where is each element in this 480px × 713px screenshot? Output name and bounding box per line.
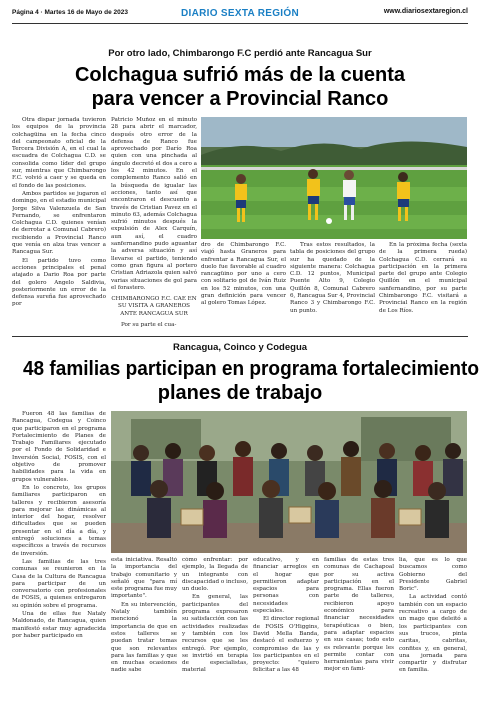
article2-paragraph: cómo enfrentar: por ejemplo, la llegada de un integrante con discapacidad o incluso, un duelo. [182,557,248,593]
article1-subhead: CHIMBARONGO F.C. CAE EN SU VISITA A GRANEROS ANTE RANCAGUA SUR [111,296,197,317]
article1-column-3 [201,242,286,335]
article1-paragraph: Otra dispar jornada tuvieron los equipos de la provincia colchagüina en la fecha cinco del campeonato oficial de la Tercera División A, en el cual la escuadra de Colchagua C.D. se consolida como líder del grupo sur, mientras que Chimbarongo F.C. volvió a caer y se queda en el fondo de las posiciones. [12,117,106,189]
article2-column-4 [253,557,319,707]
article1-paragraph: El partido tuvo como acciones principales el penal atajado a Dario Roa por parte del golero Angelo Saldivia, posteriormente un error de la defensa sureña fue aprovechado por [12,257,106,308]
article1-paragraph: Por su parte el cua- [121,322,177,329]
article1-column-1 [12,117,106,335]
article2-paragraph: En lo concreto, los grupos familiares participaron en talleres y recibieron asesoría para mejorar las dinámicas al interior del hogar, resolver dificultades que se pueden presentar en el día a día, y entregó soluciones a temas específicos a través de recursos de inversión. [12,484,106,557]
soccer-ball [326,218,332,224]
group-photo-image [111,411,467,553]
soccer-photo-image [201,117,467,239]
header-rule [12,23,468,24]
article2-column-3 [182,557,248,707]
article2-paragraph: En su intervención, Nataly también mencionó la importancia de que en estos talleres se puedan tratar temas que son relevantes para las familias y que en muchas ocasiones nadie sabe [111,601,177,674]
article1-paragraph: Ambos partidos se jugaron el domingo, en el estadio municipal Jorge Silva Valenzuela de San Fernando, se enfrentaron Colchagua C.D. quienes venían de derrotar a Comunal Cabrero) recibiendo a Provincial Ranco que venía en alza tras vencer a Rancagua Sur. [12,190,106,256]
page-header [12,8,468,22]
article2-headline-line2: planes de trabajo [157,382,323,404]
article-divider [12,336,468,337]
article2-paragraph: familias de estas tres comunas de Cachapoal por su activa participación en el programa. Ellas fueron parte de talleres, recibieron apoyo económico para financiar necesidades terapéuticas o bien, para adaptar espacios en sus casas; todo esto es relevante porque les permite contar con herramientas para vivir mejor en fami- [324,557,394,673]
article2-paragraph: En general, las participantes del programa expresaron su satisfacción con las actividades realizadas y también con los recursos que se les entregó. Por ejemplo, se invirtió en terapia de especialistas, material [182,594,248,674]
article2-paragraph: Fueron 48 las familias de Rancagua, Codegua y Coinco que participaron en el programa Fortalecimiento de Planes de Trabajo Familiares ejecutado por el Fondo de Solidaridad e Inversión Social, FOSIS, con el objetivo de promover habilidades para la vida en grupos vulnerables. [12,411,106,483]
article2-kicker: Rancagua, Coinco y Codegua [172,342,308,353]
page-info: Página 4 · Martes 16 de Mayo de 2023 [12,9,128,16]
group-families-photo [111,411,467,553]
article2-column-2 [111,557,177,707]
article1-paragraph: dro de Chimbarongo F.C. viajó hasta Graneros para enfrentar a Rancagua Sur, el duelo fue favorable al cuadro rancagüino por uno a cero con solitario gol de Iván Ruiz en los 52 minutos, con una gran definición para vencer al golero Tomas López. [201,242,286,307]
article2-paragraph: esta iniciativa. Resaltó la importancia del trabajo comunitario y señaló que "para mí este programa fue muy importante". [111,557,177,600]
article2-column-6 [399,557,467,707]
article2-column-5 [324,557,394,707]
article1-paragraph: Tras estos resultados, la tabla de posiciones del grupo sur ha quedado de la siguiente manera: Colchagua C.D. 12 puntos, Municipal Puente Alto 9, Colegio Quillón 8, Comunal Cabrero 6, Rancagua Sur 4, Provincial Ranco 3 y Chimbarongo F.C. un punto. [290,242,375,314]
article2-paragraph: lia, que es lo que buscamos como Gobierno del Presidente Gabriel Boric". [399,557,467,593]
article1-paragraph: Patricio Muñoz en el minuto 28 para abrir el marcador, después otro error de la defensa de Ranco fue aprovechado por Darío Roa quien con una pinchada al ángulo decretó el dos a cero a los 42 minutos. En el complemento Ranco salió en la búsqueda de igualar las acciones, tanto así que encontraron el descuento a través de Cristian Pavez en el minuto 63, además Colchagua sufrió minutos después la expulsión de Alex Carquín, aun así, el cuadro sanfernandino pudo aguantar la adversa situación y así llevarse el partido, teniendo como gran figura al portero Cristian Adriazola quien salvó varias situaciones de gol para el forastero. [111,117,197,291]
article1-headline-line1: Colchagua sufrió más de la cuenta [74,64,406,86]
article2-headline-line1: 48 familias participan en programa fortalecimiento [22,358,479,380]
newspaper-name: DIARIO SEXTA REGIÓN [181,8,299,19]
article2-column-1 [12,411,106,707]
website-link[interactable]: www.diariosextaregion.cl [383,8,468,15]
article1-column-2 [111,117,197,335]
article1-paragraph: En la próxima fecha (sexta de la primera rueda) Colchagua C.D. cerrará su participación en la primera parte del grupo ante Colegio Quillón en el municipal sanfernandino, por su parte Chimbarongo F.C. visitará a Provincial Ranco en la región de Los Ríos. [379,242,467,314]
article2-paragraph: educativo, y en financiar arreglos en el hogar que permitieron adaptar espacios para personas con necesidades especiales. [253,557,319,615]
soccer-match-photo [201,117,467,239]
article1-column-5 [379,242,467,335]
article2-paragraph: Las familias de las tres comunas se reunieron en la Casa de la Cultura de Rancagua para participar de un conversatorio con profesionales de FOSIS, a quienes entregaron su opinión sobre el programa. [12,558,106,609]
article1-headline-line2: para vencer a Provincial Ranco [91,88,389,110]
article1-kicker: Por otro lado, Chimbarongo F.C perdió ante Rancagua Sur [108,48,372,59]
article1-column-4 [290,242,375,335]
article2-paragraph: Una de ellas fue Nataly Maldonado, de Rancagua, quien manifestó estar muy agradecida por haber participado en [12,611,106,639]
article2-paragraph: La actividad contó también con un espacio recreativo a cargo de un mago que deleitó a los participantes con sus trucos, pinta caritas, cabritas, confites y, en general, una jornada para compartir y disfrutar en familia. [399,594,467,674]
article2-paragraph: El director regional de FOSIS O'Higgins, David Mella Banda, destacó el esfuerzo y compromiso de las y los participantes en el proyecto: "quiero felicitar a las 48 [253,616,319,674]
